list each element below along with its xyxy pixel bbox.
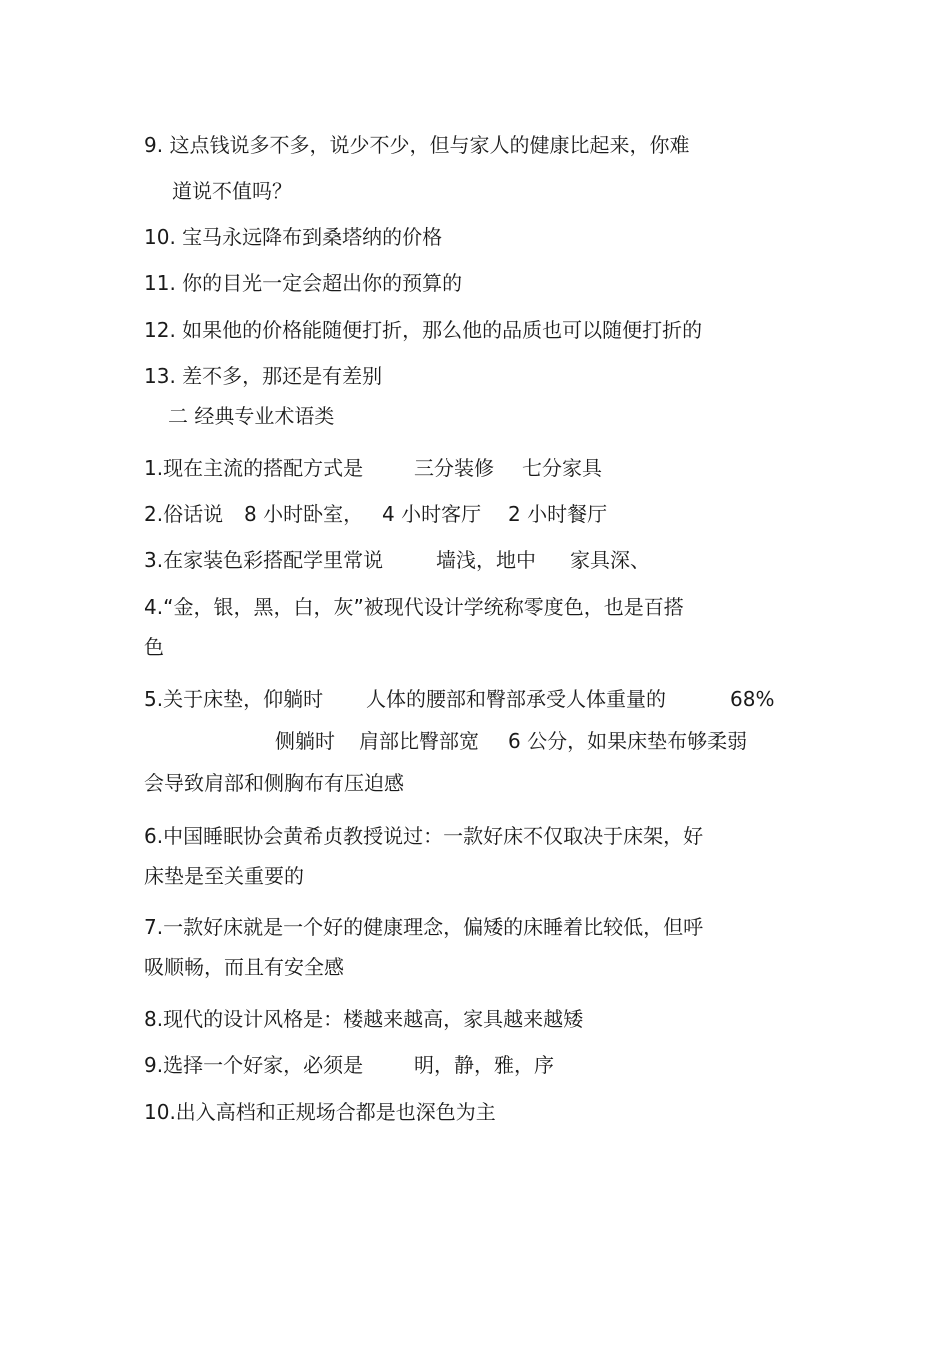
term-item-1-part: 三分装修 (414, 456, 494, 480)
term-item-6-line1: 6.中国睡眠协会黄希贞教授说过：一款好床不仅取决于床架，好 (144, 824, 704, 848)
item-13: 13. 差不多，那还是有差别 (144, 364, 383, 388)
term-item-5-line2 (144, 728, 804, 754)
term-item-1 (144, 455, 844, 481)
term-item-9-part: 明，静，雅，序 (414, 1053, 554, 1077)
term-item-5-part: 肩部比臀部宽 (359, 729, 479, 753)
item-9-line2: 道说不值吗？ (172, 179, 292, 203)
term-item-9 (144, 1052, 744, 1078)
item-12: 12. 如果他的价格能随便打折，那么他的品质也可以随便打折的 (144, 318, 703, 342)
item-9-line1: 9. 这点钱说多不多，说少不少，但与家人的健康比起来，你难 (144, 133, 690, 157)
section-heading: 二 经典专业术语类 (168, 404, 335, 428)
item-10: 10. 宝马永远降布到桑塔纳的价格 (144, 225, 443, 249)
term-item-2-part: 2.俗话说 (144, 502, 224, 526)
term-item-5-part: 侧躺时 (275, 729, 335, 753)
term-item-1-part: 1.现在主流的搭配方式是 (144, 456, 364, 480)
term-item-2-part: 8 小时卧室， (244, 502, 364, 526)
term-item-5-part: 人体的腰部和臀部承受人体重量的 (366, 687, 666, 711)
term-item-5-part: 5.关于床垫，仰躺时 (144, 687, 324, 711)
term-item-3 (144, 547, 844, 573)
term-item-7-line2: 吸顺畅，而且有安全感 (144, 955, 344, 979)
term-item-3-part: 墙浅，地中 (436, 548, 536, 572)
term-item-10: 10.出入高档和正规场合都是也深色为主 (144, 1100, 496, 1124)
term-item-2 (144, 501, 844, 527)
term-item-8: 8.现代的设计风格是：楼越来越高，家具越来越矮 (144, 1007, 584, 1031)
term-item-3-part: 家具深、 (570, 548, 650, 572)
term-item-5-line3: 会导致肩部和侧胸布有压迫感 (144, 771, 404, 795)
term-item-1-part: 七分家具 (522, 456, 602, 480)
term-item-6-line2: 床垫是至关重要的 (144, 864, 304, 888)
term-item-7-line1: 7.一款好床就是一个好的健康理念，偏矮的床睡着比较低，但呼 (144, 915, 704, 939)
term-item-9-part: 9.选择一个好家，必须是 (144, 1053, 364, 1077)
term-item-5-part: 6 公分，如果床垫布够柔弱 (508, 729, 748, 753)
term-item-4-line1: 4.“金，银，黑，白，灰”被现代设计学统称零度色，也是百搭 (144, 595, 684, 619)
term-item-4-line2: 色 (144, 635, 164, 659)
term-item-5-part: 68% (730, 687, 775, 711)
term-item-2-part: 4 小时客厅 (382, 502, 482, 526)
item-11: 11. 你的目光一定会超出你的预算的 (144, 271, 463, 295)
term-item-2-part: 2 小时餐厅 (508, 502, 608, 526)
term-item-5-line1 (144, 686, 804, 712)
term-item-3-part: 3.在家装色彩搭配学里常说 (144, 548, 384, 572)
